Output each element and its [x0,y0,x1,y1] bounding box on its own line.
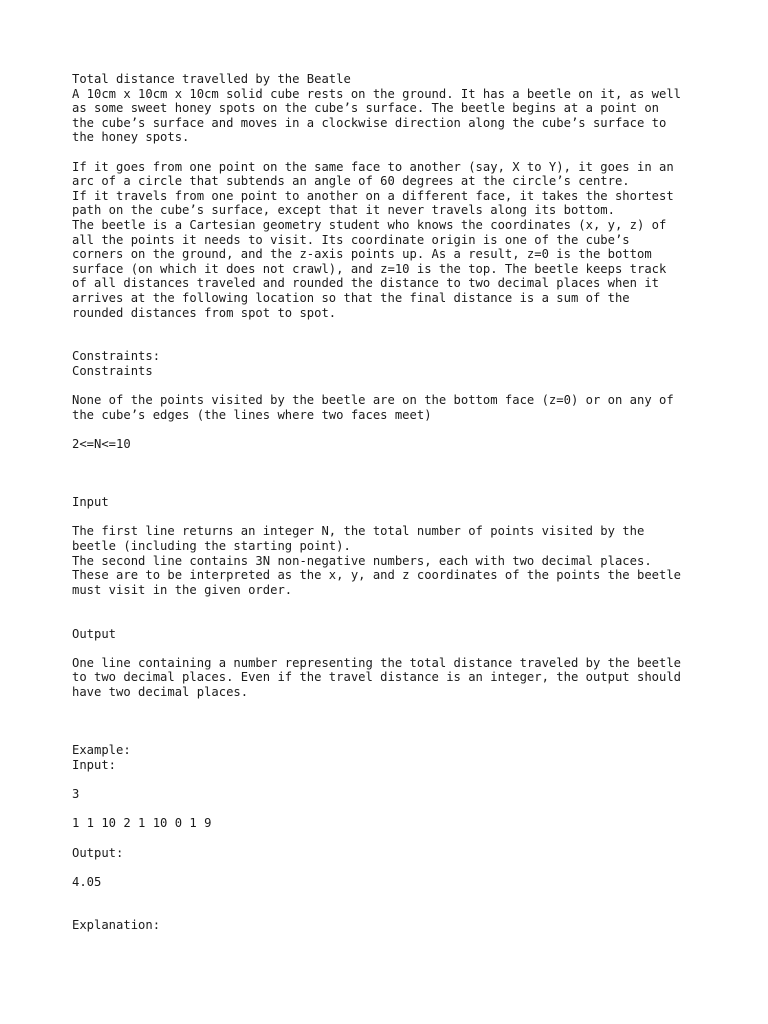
input-line: The first line returns an integer N, the total number of points visited by the [72,524,645,539]
spacer [72,451,712,495]
spacer [72,378,712,393]
example-heading: Example: [72,743,131,758]
spacer [72,145,712,160]
explanation-label: Explanation: [72,918,161,933]
rules-line: arrives at the following location so that the final distance is a sum of the [72,290,630,305]
intro-line: the cube’s surface and moves in a clockwise direction along the cube’s surface to [72,115,667,130]
spacer [72,831,712,846]
example-n-value: 3 [72,787,80,802]
rules-line: arc of a circle that subtends an angle of 60 degrees at the circle’s centre. [72,174,630,189]
rules-line: path on the cube’s surface, except that it never travels along its bottom. [72,203,615,218]
example-output-label: Output: [72,845,124,860]
constraints-heading: Constraints: [72,349,161,364]
rules-line: corners on the ground, and the z-axis points up. As a result, z=0 is the bottom [72,247,652,262]
example-result: 4.05 [72,874,102,889]
spacer [72,773,712,788]
input-line: beetle (including the starting point). [72,539,351,554]
rules-line: The beetle is a Cartesian geometry student who knows the coordinates (x, y, z) of [72,217,667,232]
output-line: to two decimal places. Even if the travel distance is an integer, the output should [72,670,682,685]
example-input-label: Input: [72,757,117,772]
spacer [72,320,712,349]
intro-line: A 10cm x 10cm x 10cm solid cube rests on the ground. It has a beetle on it, as well [72,86,682,101]
document-page [72,72,712,933]
spacer [72,510,712,525]
output-line: have two decimal places. [72,684,249,699]
spacer [72,802,712,817]
rules-line: of all distances traveled and rounded the distance to two decimal places when it [72,276,659,291]
input-heading: Input [72,495,109,510]
example-coordinates: 1 1 10 2 1 10 0 1 9 [72,816,212,831]
rules-line: If it travels from one point to another on a different face, it takes the shortest [72,188,674,203]
rules-line: If it goes from one point on the same face to another (say, X to Y), it goes in an [72,159,674,174]
spacer [72,889,712,918]
rules-line: surface (on which it does not crawl), and z=10 is the top. The beetle keeps track [72,261,667,276]
spacer [72,597,712,626]
output-heading: Output [72,626,117,641]
constraints-subheading: Constraints [72,363,153,378]
input-line: These are to be interpreted as the x, y, and z coordinates of the points the beetle [72,568,682,583]
constraints-line: None of the points visited by the beetle are on the bottom face (z=0) or on any of [72,393,674,408]
spacer [72,860,712,875]
input-line: The second line contains 3N non-negative numbers, each with two decimal places. [72,553,652,568]
rules-line: rounded distances from spot to spot. [72,305,337,320]
constraints-range: 2<=N<=10 [72,436,131,451]
output-line: One line containing a number representing the total distance traveled by the beetle [72,655,682,670]
intro-line: as some sweet honey spots on the cube’s surface. The beetle begins at a point on [72,101,659,116]
input-line: must visit in the given order. [72,582,293,597]
rules-line: all the points it needs to visit. Its coordinate origin is one of the cube’s [72,232,630,247]
spacer [72,641,712,656]
document-title: Total distance travelled by the Beatle [72,72,351,86]
intro-line: the honey spots. [72,130,190,145]
spacer [72,700,712,744]
spacer [72,422,712,437]
constraints-line: the cube’s edges (the lines where two faces meet) [72,407,432,422]
